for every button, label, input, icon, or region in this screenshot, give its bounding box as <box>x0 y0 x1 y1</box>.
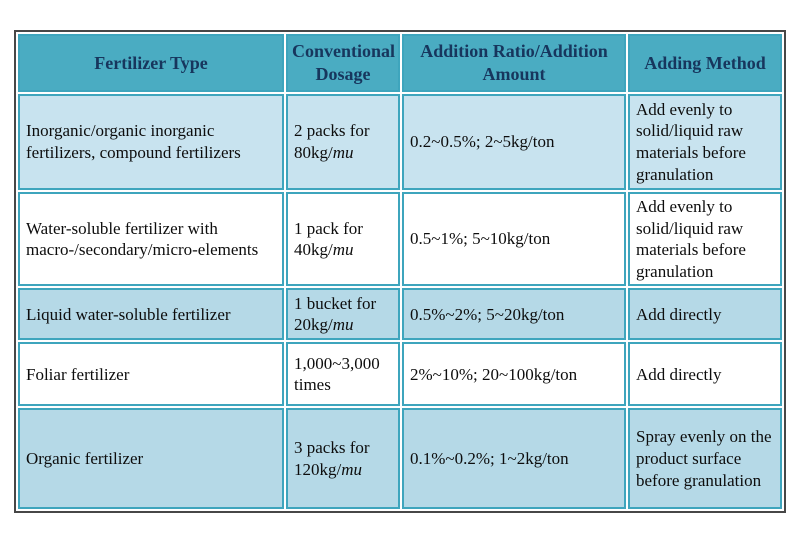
dosage-cell <box>286 192 400 286</box>
table-row-inorganic <box>18 94 782 190</box>
mu-unit: mu <box>332 143 354 162</box>
ratio-cell: 0.1%~0.2%; 1~2kg/ton <box>402 408 626 509</box>
header-cell-conventional-dosage: Conventional Dosage <box>286 34 400 92</box>
dosage-text: 1 bucket for 20kg/ <box>294 293 377 335</box>
dosage-cell <box>286 342 400 406</box>
mu-unit: mu <box>332 315 354 335</box>
method-cell: Add directly <box>628 288 782 340</box>
dosage-text: 3 packs for 120kg/ <box>294 438 370 479</box>
ratio-cell: 0.2~0.5%; 2~5kg/ton <box>402 94 626 190</box>
table-row-water-soluble <box>18 192 782 286</box>
table-row-liquid-water-soluble <box>18 288 782 340</box>
header-cell-fertilizer-type: Fertilizer Type <box>18 34 284 92</box>
method-cell: Add evenly to solid/liquid raw materials before granulation <box>628 192 782 286</box>
fertilizer-type-cell: Foliar fertilizer <box>18 342 284 406</box>
fertilizer-type-cell: Inorganic/organic inorganic fertilizers, compound fertilizers <box>18 94 284 190</box>
fertilizer-type-cell: Liquid water-soluble fertilizer <box>18 288 284 340</box>
method-cell: Add directly <box>628 342 782 406</box>
dosage-cell <box>286 94 400 190</box>
header-row <box>18 34 782 92</box>
fertilizer-type-cell: Water-soluble fertilizer with macro-/secondary/micro-elements <box>18 192 284 286</box>
table-row-organic <box>18 408 782 509</box>
dosage-text: 1,000~3,000 times <box>294 353 380 395</box>
mu-unit: mu <box>332 240 354 260</box>
table-row-foliar <box>18 342 782 406</box>
method-cell: Spray evenly on the product surface before granulation <box>628 408 782 509</box>
ratio-cell: 0.5%~2%; 5~20kg/ton <box>402 288 626 340</box>
fertilizer-usage-table <box>14 30 786 513</box>
dosage-cell <box>286 288 400 340</box>
ratio-cell: 0.5~1%; 5~10kg/ton <box>402 192 626 286</box>
method-cell: Add evenly to solid/liquid raw materials before granulation <box>628 94 782 190</box>
fertilizer-type-cell: Organic fertilizer <box>18 408 284 509</box>
dosage-text: 1 pack for 40kg/ <box>294 218 363 260</box>
dosage-text: 2 packs for 80kg/ <box>294 121 370 162</box>
header-cell-adding-method: Adding Method <box>628 34 782 92</box>
header-cell-addition-ratio: Addition Ratio/Addition Amount <box>402 34 626 92</box>
dosage-cell <box>286 408 400 509</box>
ratio-cell: 2%~10%; 20~100kg/ton <box>402 342 626 406</box>
mu-unit: mu <box>341 459 363 479</box>
